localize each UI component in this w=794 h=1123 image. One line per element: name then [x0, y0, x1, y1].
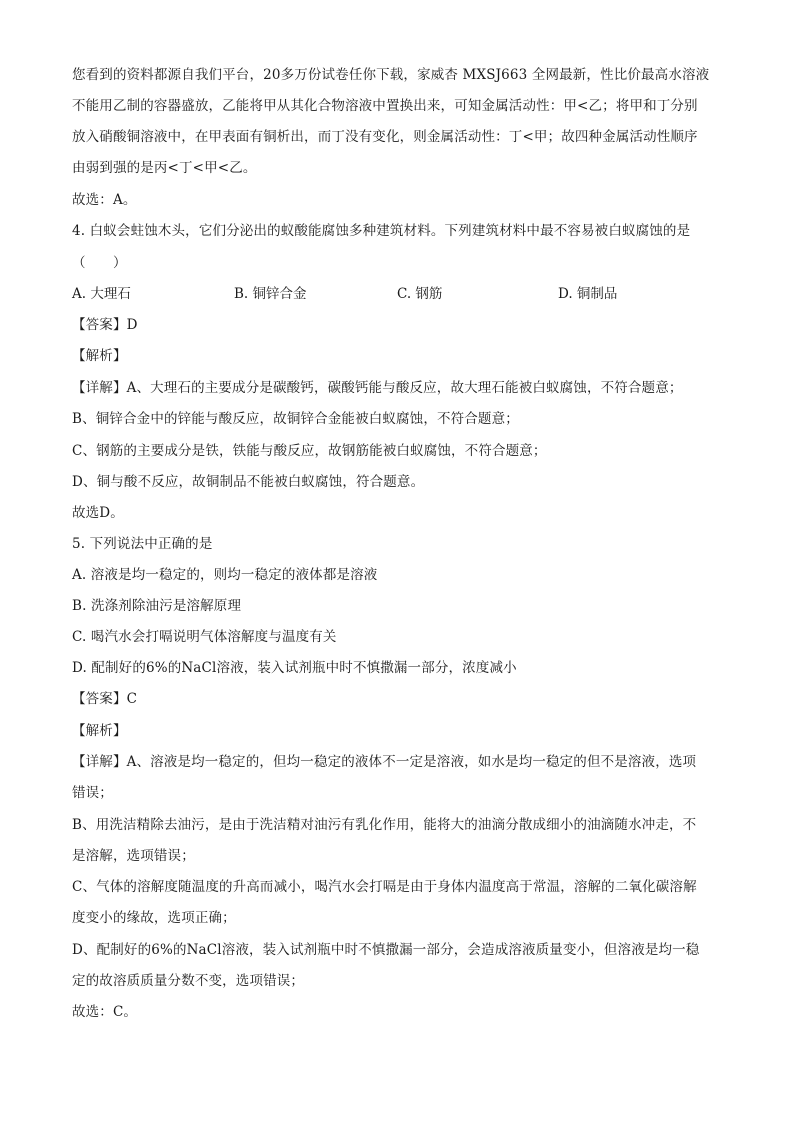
q5-choice: 故选：C。: [72, 1004, 138, 1020]
q4-detail-line-2: B、铜锌合金中的锌能与酸反应，故铜锌合金能被白蚁腐蚀，不符合题意；: [72, 411, 519, 427]
intro-line-4: 由弱到强的是丙<丁<甲<乙。: [72, 160, 257, 176]
q5-detail-line-5: C、气体的溶解度随温度的升高而减小，喝汽水会打嗝是由于身体内温度高于常温，溶解的二氧化碳溶解: [72, 879, 697, 895]
q5-detail-line-1: 【详解】A、溶液是均一稳定的，但均一稳定的液体不一定是溶液，如水是均一稳定的但不是溶液，选项: [72, 754, 697, 770]
q5-answer: 【答案】C: [72, 691, 138, 707]
q4-option-b: B. 铜锌合金: [234, 286, 307, 302]
q4-choice: 故选D。: [72, 505, 124, 521]
intro-line-2: 不能用乙制的容器盛放，乙能将甲从其化合物溶液中置换出来，可知金属活动性：甲<乙；将甲和丁分别: [72, 98, 698, 114]
q4-answer: 【答案】D: [72, 317, 138, 333]
q4-option-d: D. 铜制品: [558, 286, 618, 302]
q4-option-c: C. 钢筋: [397, 286, 443, 302]
q4-detail-line-3: C、钢筋的主要成分是铁，铁能与酸反应，故钢筋能被白蚁腐蚀，不符合题意；: [72, 443, 547, 459]
q4-detail-line-1: 【详解】A、大理石的主要成分是碳酸钙，碳酸钙能与酸反应，故大理石能被白蚁腐蚀，不符合题意；: [72, 380, 683, 396]
q5-stem: 5. 下列说法中正确的是: [72, 536, 213, 552]
q5-detail-line-3: B、用洗洁精除去油污，是由于洗洁精对油污有乳化作用，能将大的油滴分散成细小的油滴随水冲走，不: [72, 817, 697, 833]
intro-choice: 故选：A。: [72, 192, 137, 208]
q5-detail-line-7: D、配制好的6%的NaCl溶液，装入试剂瓶中时不慎撒漏一部分，会造成溶液质量变小，但溶液是均一稳: [72, 942, 700, 958]
q5-option-d: D. 配制好的6%的NaCl溶液，装入试剂瓶中时不慎撒漏一部分，浓度减小: [72, 660, 517, 676]
q4-stem-line-1: 4. 白蚁会蛀蚀木头，它们分泌出的蚁酸能腐蚀多种建筑材料。下列建筑材料中最不容易被白蚁腐蚀的是: [72, 223, 691, 239]
q4-analysis-heading: 【解析】: [72, 348, 127, 364]
intro-line-1: 您看到的资料都源自我们平台，20多万份试卷任你下载，家威杏 MXSJ663 全网最新，性比价最高水溶液: [72, 67, 710, 83]
q5-option-a: A. 溶液是均一稳定的，则均一稳定的液体都是溶液: [72, 567, 378, 583]
q4-detail-line-4: D、铜与酸不反应，故铜制品不能被白蚁腐蚀，符合题意。: [72, 474, 425, 490]
intro-line-3: 放入硝酸铜溶液中，在甲表面有铜析出，而丁没有变化，则金属活动性：丁<甲；故四种金属活动性顺序: [72, 129, 698, 145]
q5-detail-line-6: 度变小的缘故，选项正确；: [72, 910, 236, 926]
q5-analysis-heading: 【解析】: [72, 723, 127, 739]
q5-detail-line-2: 错误；: [72, 785, 113, 801]
q5-detail-line-4: 是溶解，选项错误；: [72, 848, 195, 864]
q5-detail-line-8: 定的故溶质质量分数不变，选项错误；: [72, 973, 305, 989]
q5-option-c: C. 喝汽水会打嗝说明气体溶解度与温度有关: [72, 629, 337, 645]
q5-option-b: B. 洗涤剂除油污是溶解原理: [72, 598, 242, 614]
q4-stem-line-2: （ ）: [72, 255, 127, 271]
q4-option-a: A. 大理石: [72, 286, 131, 302]
